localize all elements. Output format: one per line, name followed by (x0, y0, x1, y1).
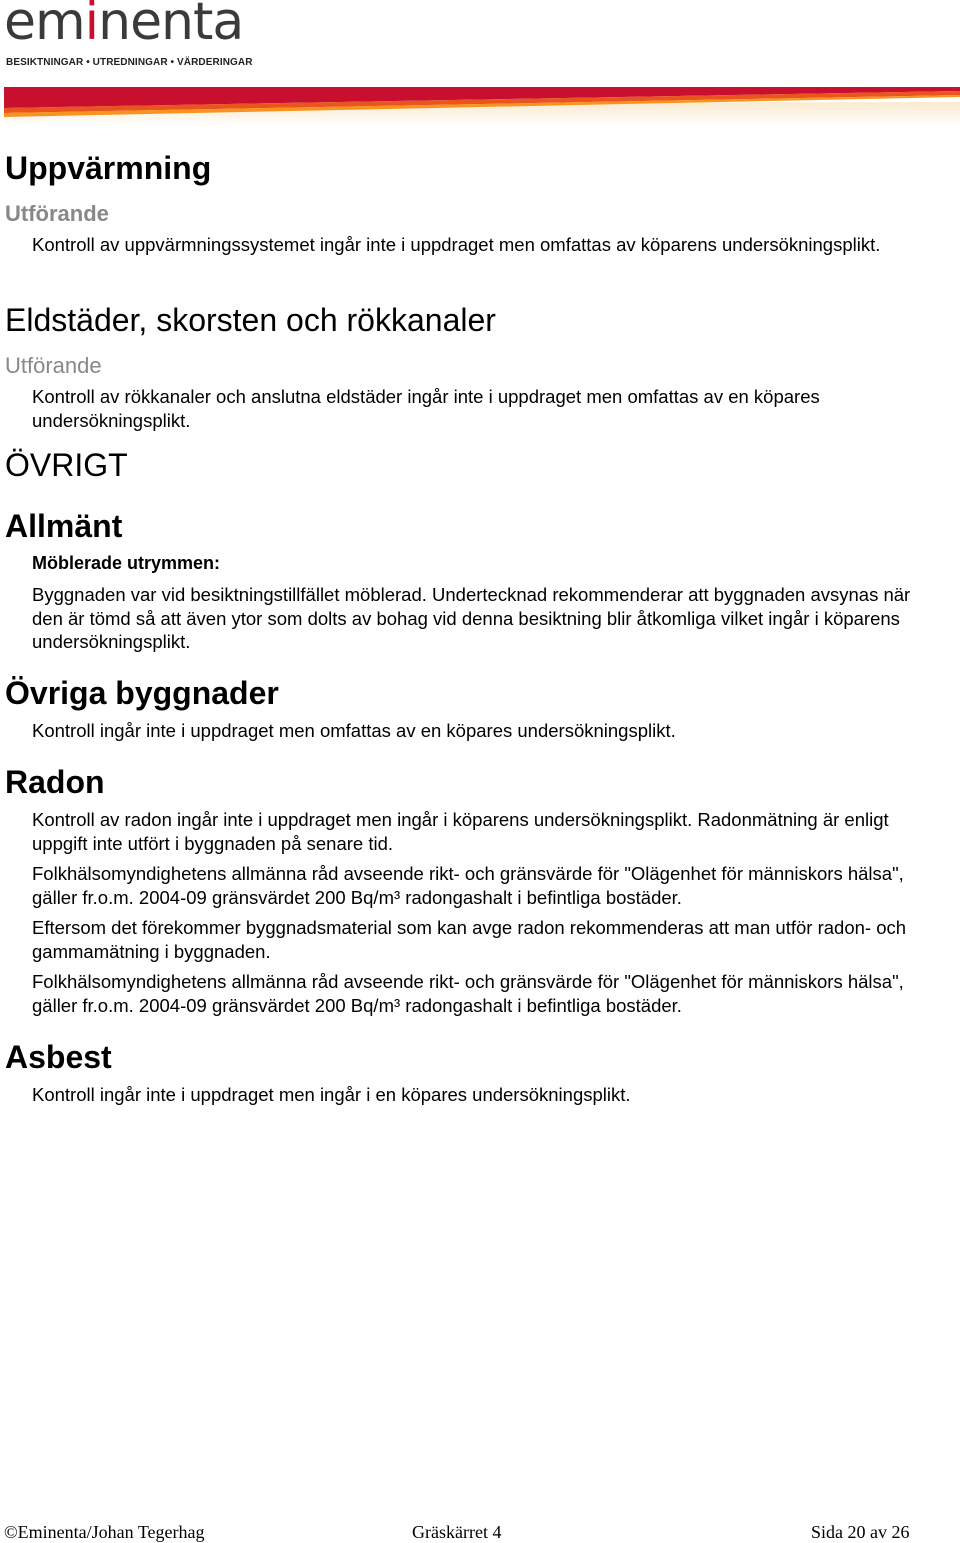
section-title-asbest: Asbest (5, 1039, 112, 1075)
section-title-ovriga-byggnader: Övriga byggnader (5, 675, 279, 711)
text-radon-3: Eftersom det förekommer byggnadsmaterial som kan avge radon rekommenderas att man utför radon- och gammamätning i byggnaden. (32, 917, 907, 962)
subtitle-eldstader-utforande: Utförande (5, 353, 102, 378)
text-radon-2: Folkhälsomyndighetens allmänna råd avseende rikt- och gränsvärde för "Olägenhet för människors hälsa", gäller fr.o.m. 2004-09 gränsvärdet 200 Bq/m³ radongashalt i befintliga bostäder. (32, 863, 904, 908)
section-title-allmant: Allmänt (5, 508, 123, 544)
logo-tagline: BESIKTNINGAR • UTREDNINGAR • VÄRDERINGAR (6, 57, 253, 68)
text-allmant: Byggnaden var vid besiktningstillfället möblerad. Undertecknad rekommenderar att byggnaden avsynas när den är tömd så att även ytor som dolts av bohag vid denna besiktning blir åtkomliga vilket ingår i köparens undersökningsplikt. (32, 584, 911, 652)
footer-copyright: ©Eminenta/Johan Tegerhag (4, 1522, 205, 1542)
section-title-eldstader: Eldstäder, skorsten och rökkanaler (5, 302, 496, 338)
text-radon-4: Folkhälsomyndighetens allmänna råd avseende rikt- och gränsvärde för "Olägenhet för människors hälsa", gäller fr.o.m. 2004-09 gränsvärdet 200 Bq/m³ radongashalt i befintliga bostäder. (32, 971, 904, 1016)
subtitle-uppvarmning-utforande: Utförande (5, 201, 109, 226)
text-uppvarmning: Kontroll av uppvärmningssystemet ingår inte i uppdraget men omfattas av köparens undersökningsplikt. (32, 234, 881, 255)
footer-property-name: Gräskärret 4 (412, 1522, 502, 1542)
logo-red-i: i (84, 0, 99, 52)
footer-page-number: Sida 20 av 26 (811, 1522, 910, 1542)
text-eldstader: Kontroll av rökkanaler och anslutna eldstäder ingår inte i uppdraget men omfattas av en köpares undersökningsplikt. (32, 386, 820, 431)
section-title-radon: Radon (5, 764, 105, 800)
logo-wordmark: eminenta (4, 0, 243, 52)
text-asbest: Kontroll ingår inte i uppdraget men ingår i en köpares undersökningsplikt. (32, 1084, 631, 1105)
section-title-ovrigt: ÖVRIGT (5, 447, 128, 483)
text-radon-1: Kontroll av radon ingår inte i uppdraget men ingår i köparens undersökningsplikt. Radonmätning är enligt uppgift inte utfört i byggnaden på senare tid. (32, 809, 889, 854)
text-ovriga-byggnader: Kontroll ingår inte i uppdraget men omfattas av en köpares undersökningsplikt. (32, 720, 676, 741)
section-title-uppvarmning: Uppvärmning (5, 150, 212, 186)
header-banner-stripe (4, 82, 960, 128)
subheading-moblerade-utrymmen: Möblerade utrymmen: (32, 553, 221, 573)
